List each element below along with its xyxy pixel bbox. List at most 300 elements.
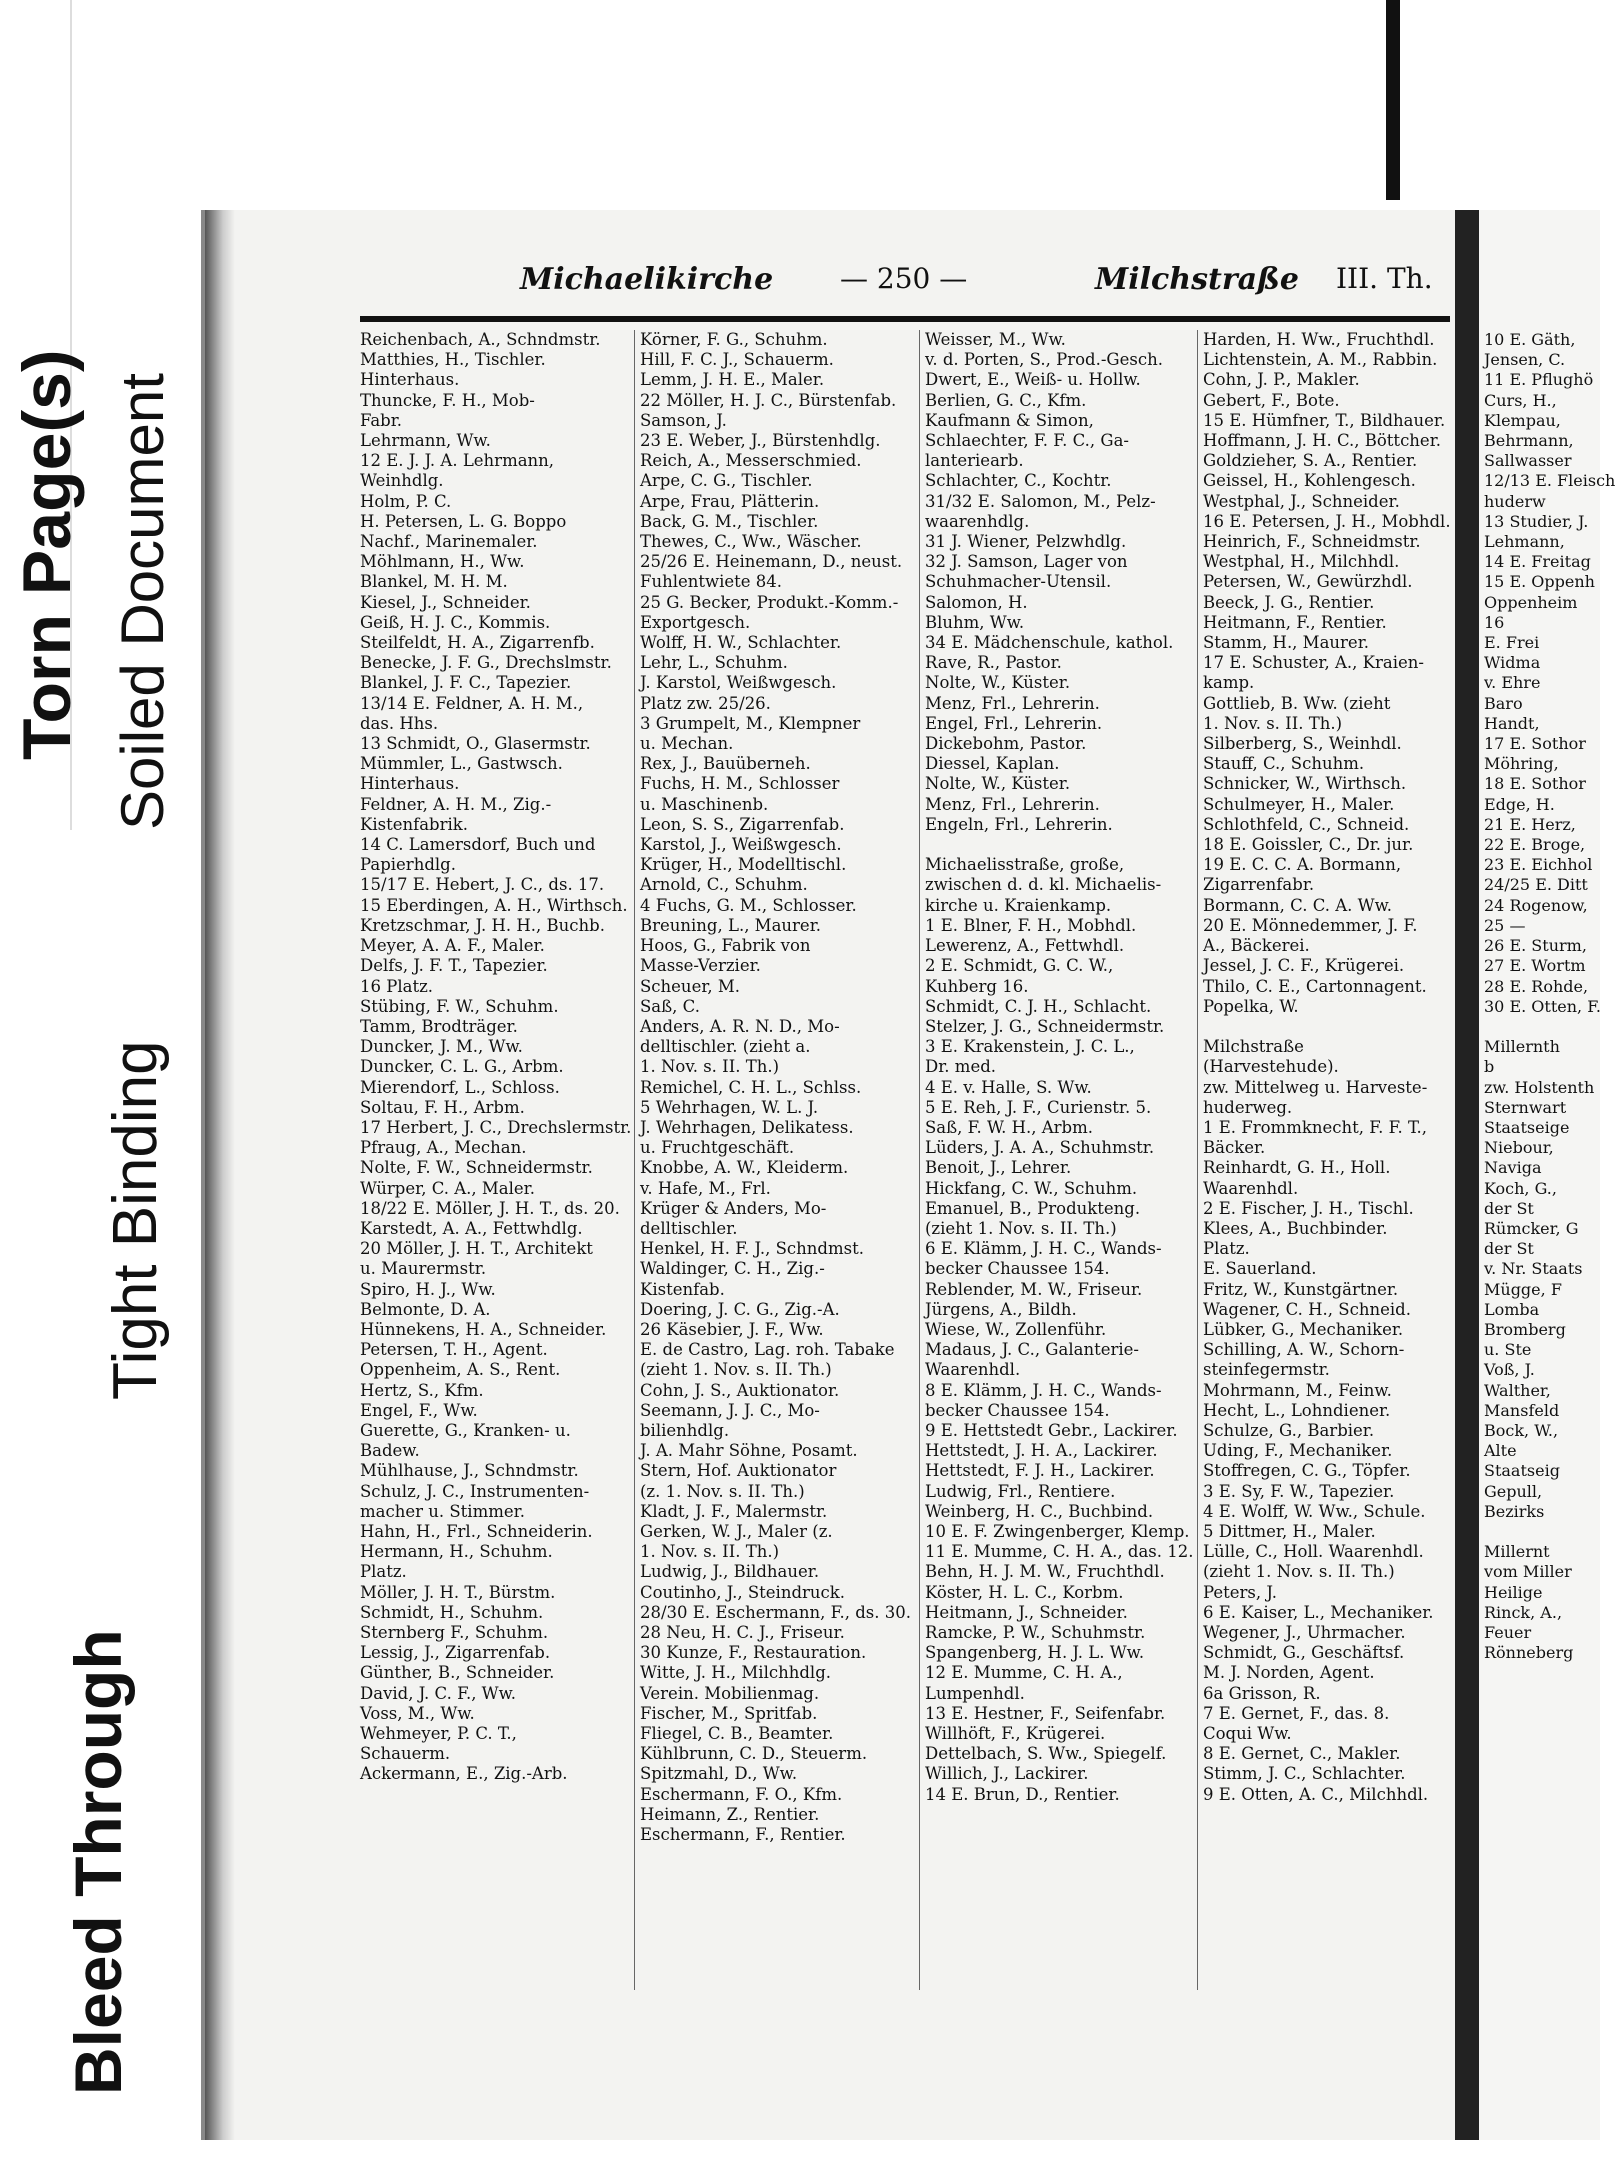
directory-entry: Schlothfeld, C., Schneid.: [1203, 814, 1410, 834]
directory-entry: Lülle, C., Holl. Waarenhdl.: [1203, 1542, 1424, 1562]
directory-entry: 4 E. v. Halle, S. Ww.: [925, 1077, 1092, 1097]
directory-entry: kirche u. Kraienkamp.: [925, 895, 1112, 915]
directory-entry: Wagener, C. H., Schneid.: [1203, 1299, 1411, 1319]
directory-entry: Lichtenstein, A. M., Rabbin.: [1203, 350, 1438, 370]
directory-entry: v. d. Porten, S., Prod.-Gesch.: [925, 350, 1163, 370]
directory-entry: Hertz, S., Kfm.: [360, 1380, 484, 1400]
directory-entry: Masse-Verzier.: [640, 956, 761, 976]
directory-entry: 30 Kunze, F., Restauration.: [640, 1643, 867, 1663]
directory-entry: 14 E. Brun, D., Rentier.: [925, 1784, 1120, 1804]
directory-entry: 6 E. Klämm, J. H. C., Wands-: [925, 1239, 1162, 1259]
adjacent-page-line: 16: [1484, 612, 1505, 632]
directory-entry: Dickebohm, Pastor.: [925, 734, 1087, 754]
directory-entry: J. A. Mahr Söhne, Posamt.: [640, 1441, 858, 1461]
directory-entry: Coutinho, J., Steindruck.: [640, 1582, 846, 1602]
directory-entry: Popelka, W.: [1203, 996, 1299, 1016]
directory-entry: J. Wehrhagen, Delikatess.: [640, 1117, 854, 1137]
adjacent-page-line: 17 E. Sothor: [1484, 734, 1586, 754]
header-right-street: Milchstraße: [1095, 262, 1299, 297]
adjacent-page-line: Niebour,: [1484, 1138, 1554, 1158]
directory-entry: Schauerm.: [360, 1744, 451, 1764]
adjacent-page-line: 30 E. Otten, F.: [1484, 996, 1601, 1016]
adjacent-page-line: 26 E. Sturm,: [1484, 936, 1587, 956]
directory-entry: becker Chaussee 154.: [925, 1259, 1110, 1279]
directory-entry: Belmonte, D. A.: [360, 1299, 491, 1319]
directory-entry: 15 Eberdingen, A. H., Wirthsch.: [360, 895, 628, 915]
adjacent-page-line: Widma: [1484, 653, 1541, 673]
directory-entry: delltischler. (zieht a.: [640, 1037, 811, 1057]
directory-entry: 3 E. Sy, F. W., Tapezier.: [1203, 1481, 1395, 1501]
directory-entry: u. Maurermstr.: [360, 1259, 487, 1279]
directory-entry: Breuning, L., Maurer.: [640, 915, 822, 935]
directory-entry: Würper, C. A., Maler.: [360, 1178, 535, 1198]
directory-entry: 20 E. Mönnedemmer, J. F.: [1203, 915, 1418, 935]
directory-entry: Möhlmann, H., Ww.: [360, 552, 525, 572]
directory-entry: E. Sauerland.: [1203, 1259, 1317, 1279]
adjacent-page-line: Jensen, C.: [1484, 350, 1566, 370]
directory-entry: Stimm, J. C., Schlachter.: [1203, 1764, 1406, 1784]
directory-entry: becker Chaussee 154.: [925, 1400, 1110, 1420]
directory-entry: Weinhdlg.: [360, 471, 444, 491]
spine-shadow: [205, 210, 235, 2140]
adjacent-page-line: 22 E. Broge,: [1484, 835, 1586, 855]
adjacent-page-line: Rinck, A.,: [1484, 1602, 1563, 1622]
directory-entry: Reinhardt, G. H., Holl.: [1203, 1158, 1391, 1178]
directory-entry: Lemm, J. H. E., Maler.: [640, 370, 825, 390]
directory-entry: Tamm, Brodträger.: [360, 1016, 518, 1036]
directory-entry: Mierendorf, L., Schloss.: [360, 1077, 560, 1097]
adjacent-page-line: Mügge, F: [1484, 1279, 1562, 1299]
directory-entry: u. Mechan.: [640, 734, 734, 754]
directory-entry: Cohn, J. S., Auktionator.: [640, 1380, 840, 1400]
adjacent-page-line: Bock, W.,: [1484, 1420, 1559, 1440]
directory-entry: Bäcker.: [1203, 1138, 1266, 1158]
directory-entry: Kühlbrunn, C. D., Steuerm.: [640, 1744, 868, 1764]
directory-entry: (zieht 1. Nov. s. II. Th.): [640, 1360, 832, 1380]
adjacent-page-line: E. Frei: [1484, 633, 1540, 653]
directory-entry: Behn, H. J. M. W., Fruchthdl.: [925, 1562, 1165, 1582]
directory-entry: 4 Fuchs, G. M., Schlosser.: [640, 895, 857, 915]
directory-entry: 31 J. Wiener, Pelzwhdlg.: [925, 532, 1127, 552]
directory-column-4: [1203, 330, 1458, 1805]
directory-entry: Bluhm, Ww.: [925, 612, 1025, 632]
directory-entry: Schmidt, G., Geschäftsf.: [1203, 1643, 1405, 1663]
directory-entry: 13 Schmidt, O., Glasermstr.: [360, 734, 591, 754]
adjacent-page-line: Lomba: [1484, 1299, 1540, 1319]
directory-entry: Hecht, L., Lohndiener.: [1203, 1400, 1391, 1420]
directory-entry: Hoos, G., Fabrik von: [640, 936, 811, 956]
directory-entry: Wegener, J., Uhrmacher.: [1203, 1623, 1406, 1642]
directory-entry: 2 E. Fischer, J. H., Tischl.: [1203, 1198, 1414, 1218]
directory-entry: Wolff, H. W., Schlachter.: [640, 633, 842, 653]
directory-entry: delltischler.: [640, 1218, 738, 1238]
directory-entry: Platz.: [1203, 1239, 1250, 1259]
directory-entry: Oppenheim, A. S., Rent.: [360, 1360, 561, 1380]
directory-entry: Diessel, Kaplan.: [925, 754, 1060, 774]
adjacent-page-line: 15 E. Oppenh: [1484, 572, 1595, 592]
directory-entry: Fliegel, C. B., Beamter.: [640, 1724, 834, 1744]
directory-entry: Henkel, H. F. J., Schndmst.: [640, 1239, 864, 1259]
directory-entry: Lübker, G., Mechaniker.: [1203, 1319, 1404, 1339]
directory-entry: v. Hafe, M., Frl.: [640, 1178, 771, 1198]
directory-entry: Kladt, J. F., Malermstr.: [640, 1501, 828, 1521]
directory-entry: Weisser, M., Ww.: [925, 330, 1066, 349]
directory-entry: Beeck, J. G., Rentier.: [1203, 592, 1375, 612]
adjacent-page-line: Koch, G.,: [1484, 1178, 1557, 1198]
adjacent-page-line: Millernth: [1484, 1037, 1560, 1057]
adjacent-page-line: Sternwart: [1484, 1097, 1567, 1117]
directory-entry: Thewes, C., Ww., Wäscher.: [640, 532, 862, 552]
directory-entry: (zieht 1. Nov. s. II. Th.): [925, 1218, 1117, 1238]
directory-entry: Benoit, J., Lehrer.: [925, 1158, 1072, 1178]
directory-entry: Stamm, H., Maurer.: [1203, 633, 1370, 653]
directory-entry: Stelzer, J. G., Schneidermstr.: [925, 1016, 1165, 1036]
directory-entry: Stauff, C., Schuhm.: [1203, 754, 1365, 774]
directory-column-2: [640, 330, 911, 1845]
adjacent-page-line: huderw: [1484, 491, 1546, 511]
header-rule: [360, 316, 1450, 322]
directory-entry: Ramcke, P. W., Schuhmstr.: [925, 1623, 1146, 1642]
directory-entry: Remichel, C. H. L., Schlss.: [640, 1077, 862, 1097]
directory-entry: Schlaechter, F. F. C., Ga-: [925, 431, 1129, 451]
directory-entry: Fritz, W., Kunstgärtner.: [1203, 1279, 1399, 1299]
directory-entry: Soltau, F. H., Arbm.: [360, 1097, 525, 1117]
directory-entry: Rex, J., Bauüberneh.: [640, 754, 811, 774]
adjacent-page-line: Gepull,: [1484, 1481, 1543, 1501]
directory-entry: Karstedt, A. A., Fettwhdlg.: [360, 1218, 583, 1238]
adjacent-page-line: Behrmann,: [1484, 431, 1574, 451]
directory-entry: Anders, A. R. N. D., Mo-: [640, 1016, 840, 1036]
directory-entry: 1 E. Blner, F. H., Mobhdl.: [925, 915, 1137, 935]
directory-entry: Samson, J.: [640, 410, 727, 430]
directory-entry: Gottlieb, B. Ww. (zieht: [1203, 693, 1391, 713]
directory-entry: Nolte, W., Küster.: [925, 673, 1071, 693]
adjacent-page-line: b: [1484, 1057, 1495, 1077]
directory-entry: Karstol, J., Weißwgesch.: [640, 835, 842, 855]
directory-entry: Heimann, Z., Rentier.: [640, 1804, 820, 1824]
header-left-street: Michaelikirche: [520, 262, 774, 297]
directory-entry: Nolte, F. W., Schneidermstr.: [360, 1158, 593, 1178]
directory-entry: Silberberg, S., Weinhdl.: [1203, 734, 1402, 754]
adjacent-page-line: Baro: [1484, 693, 1523, 713]
adjacent-page-line: Millernt: [1484, 1542, 1550, 1562]
directory-entry: 8 E. Klämm, J. H. C., Wands-: [925, 1380, 1162, 1400]
directory-entry: Steilfeldt, H. A., Zigarrenfb.: [360, 633, 595, 653]
directory-entry: Lessig, J., Zigarrenfab.: [360, 1643, 551, 1663]
directory-entry: Krüger & Anders, Mo-: [640, 1198, 827, 1218]
directory-entry: Westphal, H., Milchhdl.: [1203, 552, 1400, 572]
directory-entry: A., Bäckerei.: [1203, 936, 1310, 956]
directory-entry: Schmidt, H., Schuhm.: [360, 1602, 544, 1622]
adjacent-page-line: Voß, J.: [1484, 1360, 1535, 1380]
directory-entry: Voss, M., Ww.: [360, 1703, 475, 1723]
directory-entry: H. Petersen, L. G. Boppo: [360, 511, 567, 531]
directory-entry: (zieht 1. Nov. s. II. Th.): [1203, 1562, 1395, 1582]
adjacent-page-line: Walther,: [1484, 1380, 1551, 1400]
adjacent-page-line: Heilige: [1484, 1582, 1543, 1602]
directory-entry: Mühlhause, J., Schndmstr.: [360, 1461, 579, 1481]
directory-entry: Klees, A., Buchbinder.: [1203, 1218, 1388, 1238]
directory-entry: 31/32 E. Salomon, M., Pelz-: [925, 491, 1156, 511]
directory-entry: 4 E. Wolff, W. Ww., Schule.: [1203, 1501, 1426, 1521]
directory-entry: 18 E. Goissler, C., Dr. jur.: [1203, 835, 1414, 855]
directory-entry: 18/22 E. Möller, J. H. T., ds. 20.: [360, 1198, 620, 1218]
directory-entry: 20 Möller, J. H. T., Architekt: [360, 1239, 593, 1259]
adjacent-page-line: 21 E. Herz,: [1484, 814, 1576, 834]
directory-entry: Platz.: [360, 1562, 407, 1582]
directory-entry: Spiro, H. J., Ww.: [360, 1279, 496, 1299]
directory-entry: E. de Castro, Lag. roh. Tabake: [640, 1340, 895, 1360]
directory-entry: Hill, F. C. J., Schauerm.: [640, 350, 834, 370]
directory-entry: Milchstraße: [1203, 1037, 1304, 1057]
directory-entry: 16 Platz.: [360, 976, 434, 996]
directory-entry: [1203, 1017, 1458, 1037]
directory-entry: Coqui Ww.: [1203, 1724, 1292, 1744]
directory-entry: 13/14 E. Feldner, A. H. M.,: [360, 693, 584, 713]
directory-entry: Stoffregen, C. G., Töpfer.: [1203, 1461, 1411, 1481]
directory-entry: 12 E. J. J. A. Lehrmann,: [360, 451, 555, 471]
adjacent-page-line: Mansfeld: [1484, 1400, 1560, 1420]
adjacent-page-line: [1484, 1522, 1600, 1542]
directory-entry: Waarenhdl.: [925, 1360, 1021, 1380]
directory-entry: Menz, Frl., Lehrerin.: [925, 693, 1100, 713]
directory-entry: Hettstedt, F. J. H., Lackirer.: [925, 1461, 1155, 1481]
directory-entry: Back, G. M., Tischler.: [640, 511, 819, 531]
directory-entry: Gerken, W. J., Maler (z.: [640, 1521, 833, 1541]
directory-entry: Heitmann, F., Rentier.: [1203, 612, 1387, 632]
directory-entry: Schulmeyer, H., Maler.: [1203, 794, 1395, 814]
directory-entry: Günther, B., Schneider.: [360, 1663, 555, 1683]
adjacent-page-line: Naviga: [1484, 1158, 1542, 1178]
directory-entry: Ludwig, J., Bildhauer.: [640, 1562, 820, 1582]
directory-entry: 25 G. Becker, Produkt.-Komm.-: [640, 592, 899, 612]
adjacent-page-line: Bezirks: [1484, 1501, 1545, 1521]
directory-entry: Schilling, A. W., Schorn-: [1203, 1340, 1405, 1360]
directory-entry: Lewerenz, A., Fettwhdl.: [925, 936, 1125, 956]
directory-entry: Schmidt, C. J. H., Schlacht.: [925, 996, 1152, 1016]
adjacent-page-line: 10 E. Gäth,: [1484, 330, 1576, 349]
directory-entry: huderweg.: [1203, 1097, 1293, 1117]
adjacent-page-line: 25 —: [1484, 915, 1526, 935]
directory-entry: Fuhlentwiete 84.: [640, 572, 783, 592]
directory-entry: Stübing, F. W., Schuhm.: [360, 996, 559, 1016]
adjacent-page-line: Rönneberg: [1484, 1643, 1574, 1663]
adjacent-page-line: Lehmann,: [1484, 532, 1565, 552]
directory-entry: Matthies, H., Tischler.: [360, 350, 546, 370]
directory-entry: Kistenfab.: [640, 1279, 725, 1299]
directory-entry: Benecke, J. F. G., Drechslmstr.: [360, 653, 612, 673]
directory-entry: 15 E. Hümfner, T., Bildhauer.: [1203, 410, 1446, 430]
directory-entry: Schulze, G., Barbier.: [1203, 1420, 1375, 1440]
adjacent-page-line: 18 E. Sothor: [1484, 774, 1586, 794]
directory-entry: 13 E. Hestner, F., Seifenfabr.: [925, 1703, 1166, 1723]
directory-entry: Möller, J. H. T., Bürstm.: [360, 1582, 556, 1602]
directory-entry: Saß, F. W. H., Arbm.: [925, 1117, 1093, 1137]
directory-entry: 16 E. Petersen, J. H., Mobhdl.: [1203, 511, 1451, 531]
directory-entry: Blankel, M. H. M.: [360, 572, 508, 592]
adjacent-page-line: 27 E. Wortm: [1484, 956, 1586, 976]
directory-entry: Nachf., Marinemaler.: [360, 532, 538, 552]
directory-entry: Doering, J. C. G., Zig.-A.: [640, 1299, 840, 1319]
directory-column-3: [925, 330, 1194, 1805]
directory-entry: 5 Dittmer, H., Maler.: [1203, 1521, 1376, 1541]
directory-entry: Fuchs, H. M., Schlosser: [640, 774, 840, 794]
directory-entry: kamp.: [1203, 673, 1255, 693]
adjacent-page-line: v. Nr. Staats: [1484, 1259, 1583, 1279]
adjacent-page-line: 24 Rogenow,: [1484, 895, 1588, 915]
adjacent-page-line: 12/13 E. Fleisch: [1484, 471, 1615, 491]
directory-entry: Körner, F. G., Schuhm.: [640, 330, 828, 349]
directory-entry: 25/26 E. Heinemann, D., neust.: [640, 552, 903, 572]
directory-entry: Delfs, J. F. T., Tapezier.: [360, 956, 548, 976]
directory-entry: Waldinger, C. H., Zig.-: [640, 1259, 825, 1279]
running-header: [360, 262, 1440, 302]
adjacent-page-line: 24/25 E. Ditt: [1484, 875, 1588, 895]
volume-part: III. Th.: [1336, 262, 1433, 295]
directory-entry: 3 Grumpelt, M., Klempner: [640, 713, 861, 733]
directory-entry: 5 Wehrhagen, W. L. J.: [640, 1097, 819, 1117]
directory-entry: Spangenberg, H. J. L. Ww.: [925, 1643, 1145, 1663]
directory-entry: 10 E. F. Zwingenberger, Klemp.: [925, 1521, 1190, 1541]
directory-entry: David, J. C. F., Ww.: [360, 1683, 517, 1703]
directory-entry: 9 E. Hettstedt Gebr., Lackirer.: [925, 1420, 1178, 1440]
column-divider: [634, 330, 635, 1990]
directory-entry: 14 C. Lamersdorf, Buch und: [360, 835, 596, 855]
directory-entry: Exportgesch.: [640, 612, 751, 632]
directory-entry: Saß, C.: [640, 996, 700, 1016]
directory-column-1: [360, 330, 632, 1785]
adjacent-page-line: der St: [1484, 1198, 1534, 1218]
directory-entry: 34 E. Mädchenschule, kathol.: [925, 633, 1174, 653]
directory-entry: 5 E. Reh, J. F., Curienstr. 5.: [925, 1097, 1152, 1117]
directory-entry: Scheuer, M.: [640, 976, 741, 996]
directory-entry: Duncker, C. L. G., Arbm.: [360, 1057, 564, 1077]
adjacent-page-line: Feuer: [1484, 1623, 1532, 1642]
directory-entry: das. Hhs.: [360, 713, 439, 733]
directory-entry: Kuhberg 16.: [925, 976, 1029, 996]
bleed-through-label: Bleed Through: [61, 1629, 135, 2095]
directory-entry: Hickfang, C. W., Schuhm.: [925, 1178, 1138, 1198]
directory-entry: Seemann, J. J. C., Mo-: [640, 1400, 820, 1420]
directory-entry: Reich, A., Messerschmied.: [640, 451, 862, 471]
directory-entry: Lüders, J. A. A., Schuhmstr.: [925, 1138, 1155, 1158]
directory-entry: 28 Neu, H. C. J., Friseur.: [640, 1623, 845, 1642]
directory-entry: Hinterhaus.: [360, 370, 460, 390]
directory-entry: Jürgens, A., Bildh.: [925, 1299, 1077, 1319]
directory-entry: J. Karstol, Weißwgesch.: [640, 673, 837, 693]
directory-entry: Arnold, C., Schuhm.: [640, 875, 808, 895]
directory-entry: Köster, H. L. C., Korbm.: [925, 1582, 1124, 1602]
directory-entry: Duncker, J. M., Ww.: [360, 1037, 523, 1057]
directory-entry: Meyer, A. A. F., Maler.: [360, 936, 545, 956]
directory-entry: Petersen, T. H., Agent.: [360, 1340, 548, 1360]
directory-entry: Arpe, Frau, Plätterin.: [640, 491, 820, 511]
directory-entry: Platz zw. 25/26.: [640, 693, 771, 713]
directory-entry: Thilo, C. E., Cartonnagent.: [1203, 976, 1427, 996]
directory-entry: Mohrmann, M., Feinw.: [1203, 1380, 1392, 1400]
directory-entry: Geissel, H., Kohlengesch.: [1203, 471, 1416, 491]
directory-entry: Uding, F., Mechaniker.: [1203, 1441, 1393, 1461]
directory-entry: Verein. Mobilienmag.: [640, 1683, 820, 1703]
directory-entry: Holm, P. C.: [360, 491, 452, 511]
directory-entry: Kaufmann & Simon,: [925, 410, 1094, 430]
directory-entry: 7 E. Gernet, F., das. 8.: [1203, 1703, 1390, 1723]
directory-entry: Hinterhaus.: [360, 774, 460, 794]
directory-entry: steinfegermstr.: [1203, 1360, 1330, 1380]
directory-entry: Schuhmacher-Utensil.: [925, 572, 1112, 592]
directory-entry: Ludwig, Frl., Rentiere.: [925, 1481, 1116, 1501]
directory-entry: macher u. Stimmer.: [360, 1501, 525, 1521]
directory-entry: lanteriearb.: [925, 451, 1024, 471]
directory-entry: 1 E. Frommknecht, F. F. T.,: [1203, 1117, 1428, 1137]
directory-entry: 1. Nov. s. II. Th.): [640, 1542, 780, 1562]
directory-entry: 15/17 E. Hebert, J. C., ds. 17.: [360, 875, 605, 895]
directory-entry: Spitzmahl, D., Ww.: [640, 1764, 798, 1784]
directory-entry: Leon, S. S., Zigarrenfab.: [640, 814, 845, 834]
directory-entry: bilienhdlg.: [640, 1420, 730, 1440]
directory-entry: 1. Nov. s. II. Th.): [1203, 713, 1343, 733]
directory-entry: Goldzieher, S. A., Rentier.: [1203, 451, 1418, 471]
directory-entry: Knobbe, A. W., Kleiderm.: [640, 1158, 849, 1178]
directory-entry: Wehmeyer, P. C. T.,: [360, 1724, 517, 1744]
directory-entry: Kiesel, J., Schneider.: [360, 592, 531, 612]
directory-entry: waarenhdlg.: [925, 511, 1030, 531]
adjacent-page-line: Rümcker, G: [1484, 1218, 1579, 1238]
directory-entry: Dr. med.: [925, 1057, 997, 1077]
directory-entry: Hünnekens, H. A., Schneider.: [360, 1319, 607, 1339]
adjacent-page-line: Möhring,: [1484, 754, 1559, 774]
directory-entry: (Harvestehude).: [1203, 1057, 1339, 1077]
adjacent-page-line: [1484, 1017, 1600, 1037]
adjacent-page-line: vom Miller: [1484, 1562, 1572, 1582]
directory-entry: Gebert, F., Bote.: [1203, 390, 1340, 410]
directory-entry: Papierhdlg.: [360, 855, 456, 875]
directory-entry: Menz, Frl., Lehrerin.: [925, 794, 1100, 814]
directory-entry: Mümmler, L., Gastwsch.: [360, 754, 563, 774]
directory-entry: Reblender, M. W., Friseur.: [925, 1279, 1143, 1299]
directory-entry: Arpe, C. G., Tischler.: [640, 471, 813, 491]
directory-entry: Peters, J.: [1203, 1582, 1277, 1602]
directory-entry: Fabr.: [360, 410, 403, 430]
adjacent-page-line: 14 E. Freitag: [1484, 552, 1591, 572]
directory-entry: Ackermann, E., Zig.-Arb.: [360, 1764, 568, 1784]
directory-entry: 28/30 E. Eschermann, F., ds. 30.: [640, 1602, 911, 1622]
directory-entry: Dettelbach, S. Ww., Spiegelf.: [925, 1744, 1167, 1764]
directory-entry: Engeln, Frl., Lehrerin.: [925, 814, 1113, 834]
directory-entry: 17 E. Schuster, A., Kraien-: [1203, 653, 1424, 673]
directory-entry: Eschermann, F., Rentier.: [640, 1825, 846, 1845]
directory-entry: Waarenhdl.: [1203, 1178, 1299, 1198]
adjacent-page-line: v. Ehre: [1484, 673, 1541, 693]
directory-entry: Westphal, J., Schneider.: [1203, 491, 1400, 511]
directory-entry: Hoffmann, J. H. C., Böttcher.: [1203, 431, 1442, 451]
adjacent-page-line: Sallwasser: [1484, 451, 1572, 471]
directory-entry: u. Maschinenb.: [640, 794, 769, 814]
directory-entry: Stern, Hof. Auktionator: [640, 1461, 837, 1481]
directory-entry: Krüger, H., Modelltischl.: [640, 855, 847, 875]
directory-entry: Guerette, G., Kranken- u.: [360, 1420, 571, 1440]
directory-entry: zwischen d. d. kl. Michaelis-: [925, 875, 1162, 895]
directory-entry: 1. Nov. s. II. Th.): [640, 1057, 780, 1077]
directory-entry: 8 E. Gernet, C., Makler.: [1203, 1744, 1401, 1764]
adjacent-page-line: Staatseige: [1484, 1117, 1570, 1137]
directory-entry: Schulz, J. C., Instrumenten-: [360, 1481, 590, 1501]
adjacent-page-line: Bromberg: [1484, 1319, 1566, 1339]
directory-entry: Bormann, C. C. A. Ww.: [1203, 895, 1393, 915]
adjacent-page-line: Handt,: [1484, 713, 1540, 733]
adjacent-page-line: 23 E. Eichhol: [1484, 855, 1593, 875]
directory-entry: 3 E. Krakenstein, J. C. L.,: [925, 1037, 1135, 1057]
